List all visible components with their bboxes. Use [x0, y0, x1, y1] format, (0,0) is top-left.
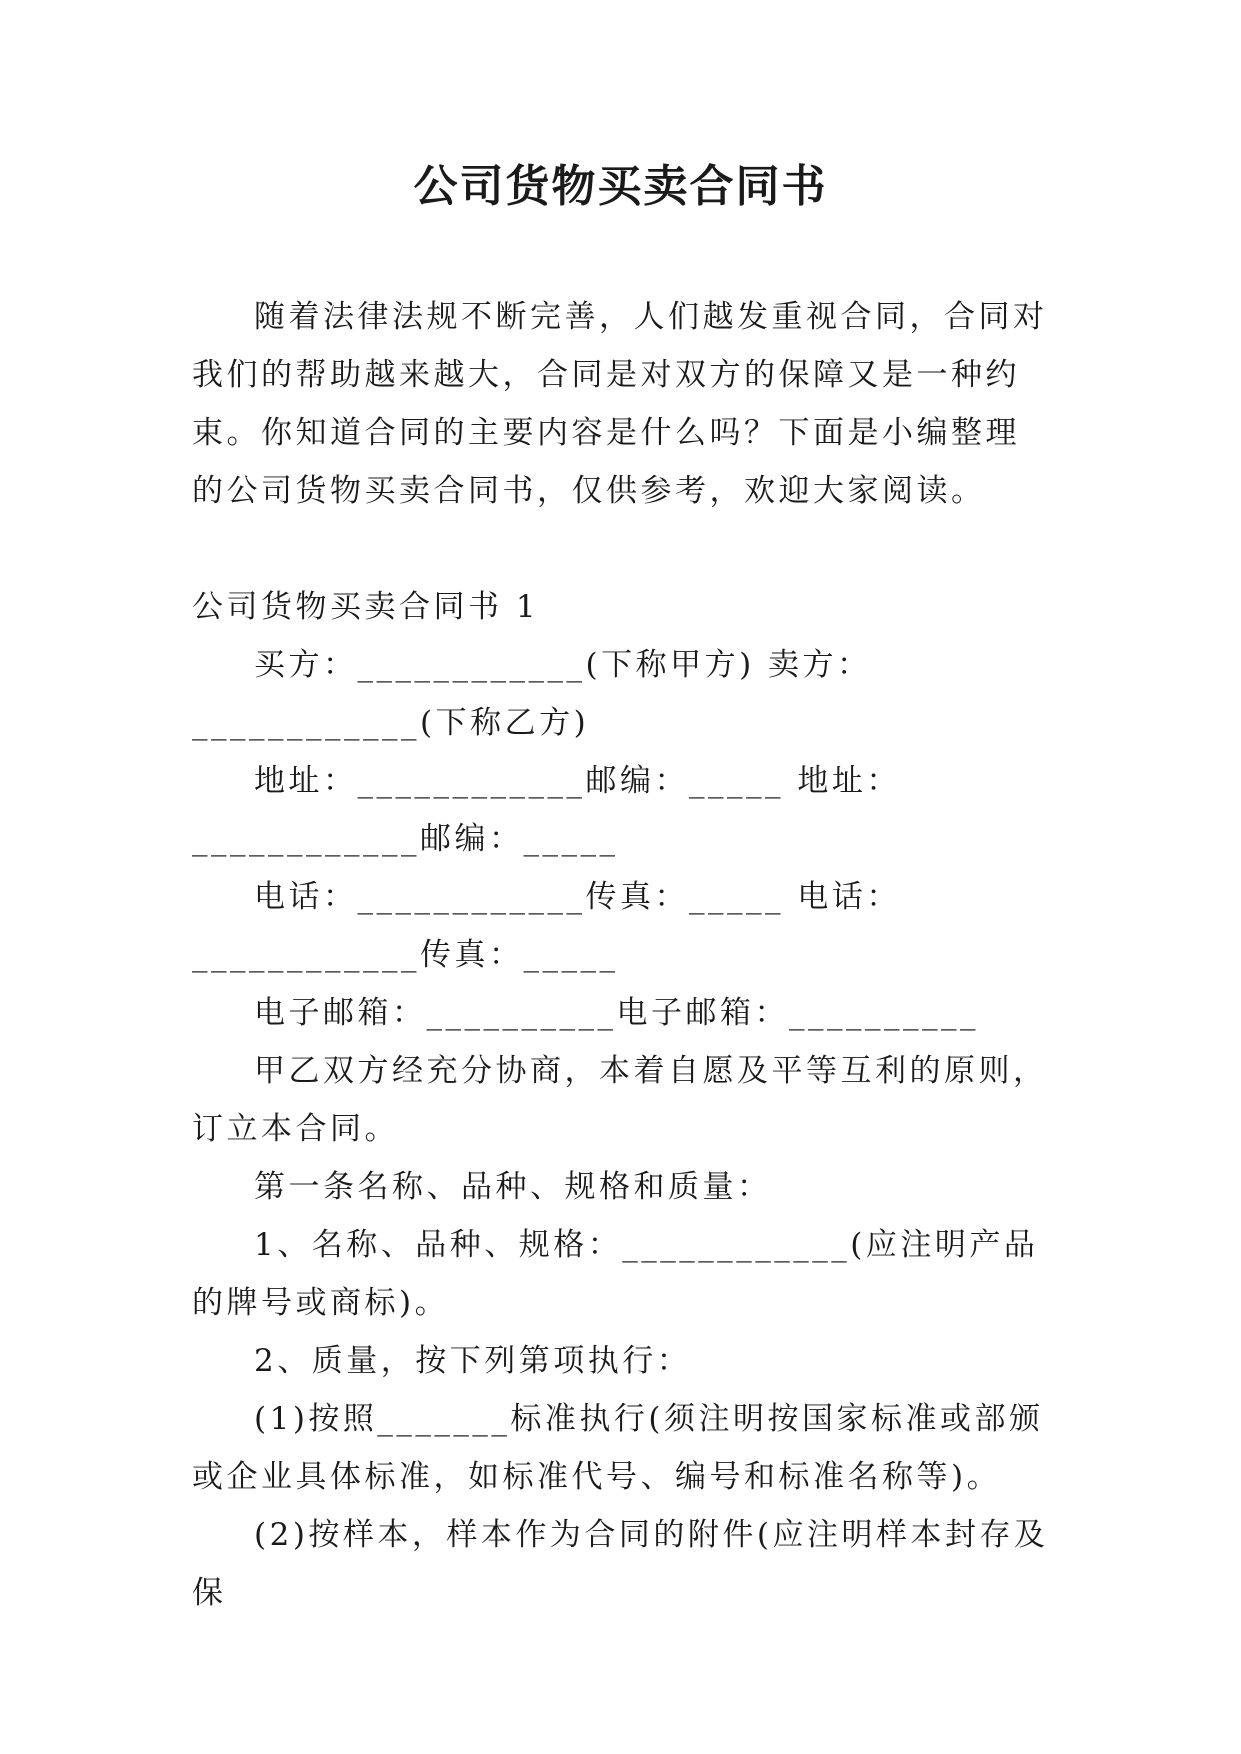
clause-phone-fax: 电话：____________传真：_____ 电话：____________传真：_____ [192, 879, 901, 973]
clause-agreement: 甲乙双方经充分协商，本着自愿及平等互利的原则，订立本合同。 [192, 1053, 1048, 1147]
clause-address: 地址：____________邮编：_____ 地址：____________邮编：_____ [192, 763, 901, 857]
clause-parties: 买方：____________(下称甲方) 卖方：____________(下称乙方) [192, 647, 872, 741]
item-sample: (2)按样本，样本作为合同的附件(应注明样本封存及保 [192, 1517, 1049, 1611]
item-standard: (1)按照_______标准执行(须注明按国家标准或部颁或企业具体标准，如标准代号、编号和标准名称等)。 [192, 1401, 1044, 1495]
item-quality: 2、质量，按下列第项执行： [254, 1343, 692, 1379]
document-title: 公司货物买卖合同书 [413, 161, 828, 212]
paragraph-spacer [192, 520, 1054, 578]
section-heading: 公司货物买卖合同书 1 [192, 589, 540, 625]
item-name-spec: 1、名称、品种、规格：____________(应注明产品的牌号或商标)。 [192, 1227, 1039, 1321]
intro-paragraph: 随着法律法规不断完善，人们越发重视合同，合同对我们的帮助越来越大，合同是对双方的保障又是一种约束。你知道合同的主要内容是什么吗？下面是小编整理的公司货物买卖合同书，仅供参考，欢迎大家阅读。 [192, 299, 1048, 509]
document-body [192, 288, 1054, 1622]
clause-email: 电子邮箱：__________电子邮箱：__________ [254, 995, 979, 1031]
article-one-heading: 第一条名称、品种、规格和质量： [254, 1169, 772, 1205]
